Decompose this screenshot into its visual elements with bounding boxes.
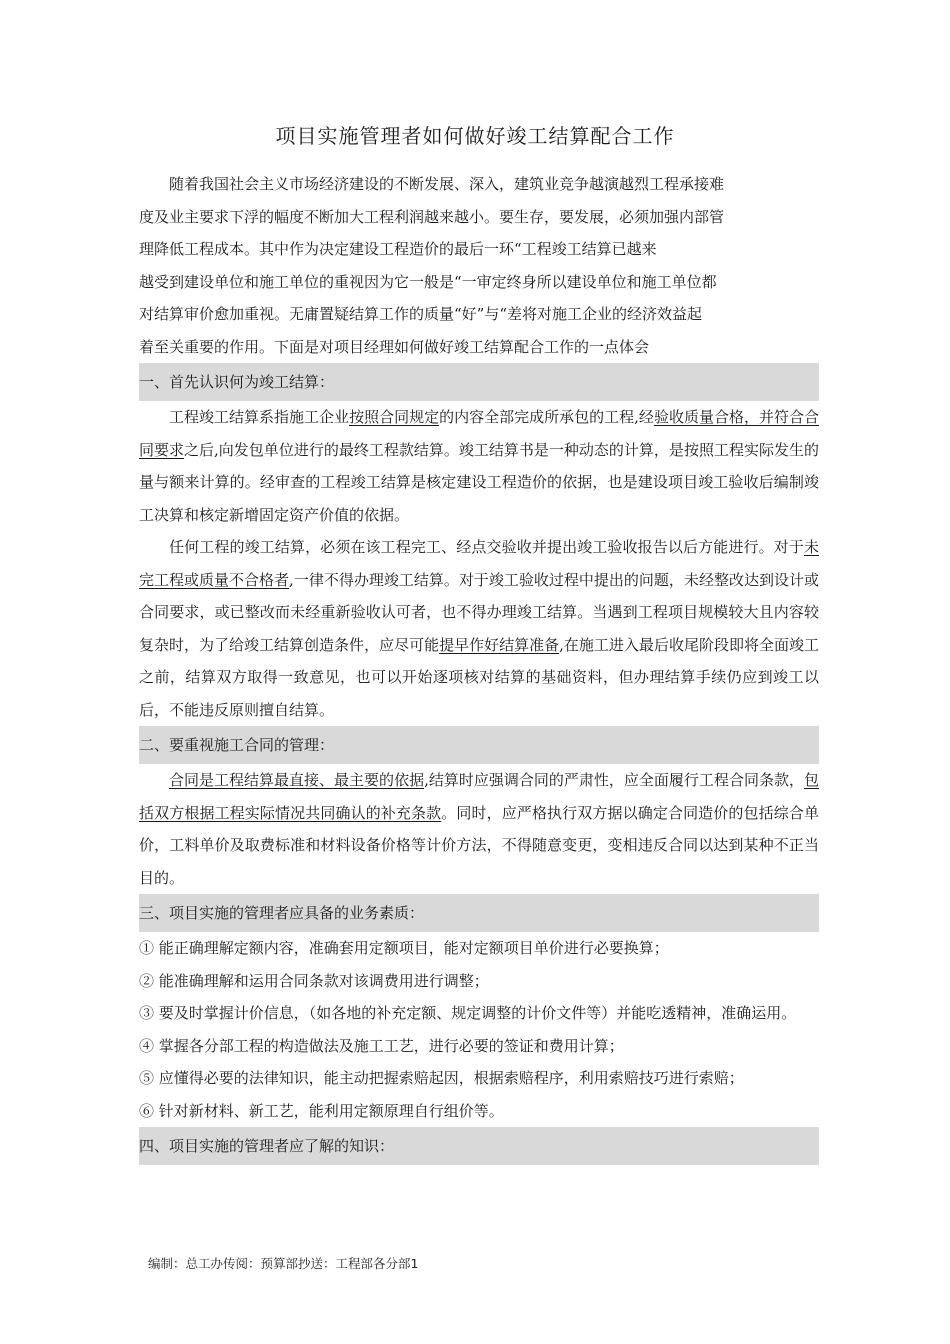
underlined-text: 包括双方根据工程实际情况共同确认的补充条款 <box>139 771 819 822</box>
underlined-text: 按照合同规定 <box>349 408 440 426</box>
list-item: ④ 掌握各分部工程的构造做法及施工工艺，进行必要的签证和费用计算； <box>139 1036 624 1055</box>
text-run: ,结算时应强调合同的严肃性，应全面履行工程合同条款， <box>424 771 804 789</box>
list-item: ⑥ 针对新材料、新工艺，能利用定额原理自行组价等。 <box>139 1101 504 1120</box>
intro-line: 理降低工程成本。其中作为决定建设工程造价的最后一环“工程竣工结算已越来 <box>139 240 657 258</box>
text-run: 。同时，应严格执行双方据以确定合同造价的包括综合单价，工料单价及取费标准和材料设备价格等计价方法，不得随意变更，变相违反合同以达到某种不正当目的。 <box>139 803 819 887</box>
document-footer: 编制：总工办传阅：预算部抄送：工程部各分部1 <box>148 1256 419 1271</box>
intro-line: 着至关重要的作用。下面是对项目经理如何做好竣工结算配合工作的一点体会 <box>139 337 650 356</box>
intro-line: 越受到建设单位和施工单位的重视因为它一般是“一审定终身所以建设单位和施工单位都 <box>139 272 717 291</box>
list-item: ① 能正确理解定额内容，准确套用定额项目，能对定额项目单价进行必要换算； <box>139 939 669 957</box>
text-run: 的内容全部完成所承包的工程,经 <box>439 408 654 426</box>
text-run: 工程竣工结算系指施工企业 <box>169 408 350 426</box>
document-body <box>139 168 819 1165</box>
section-heading-4: 四、项目实施的管理者应了解的知识： <box>139 1127 819 1165</box>
intro-paragraph <box>139 168 819 363</box>
underlined-text: 合同是工程结算最直接、最主要的依据 <box>169 771 425 789</box>
section1-paragraph-1 <box>139 401 819 531</box>
text-run: 之后,向发包单位进行的最终工程款结算。竣工结算书是一种动态的计算，是按照工程实际发生的量与额来计算的。经审查的工程竣工结算是核定建设工程造价的依据，也是建设项目竣工验收后编制竣工决算和核定新增固定资产价值的依据。 <box>139 440 819 524</box>
text-run: 任何工程的竣工结算，必须在该工程完工、经点交验收并提出竣工验收报告以后方能进行。对于 <box>169 538 804 556</box>
section-heading-1: 一、首先认识何为竣工结算： <box>139 363 819 401</box>
list-item: ② 能准确理解和运用合同条款对该调费用进行调整； <box>139 971 489 990</box>
intro-line: 度及业主要求下浮的幅度不断加大工程利润越来越小。要生存，要发展，必须加强内部管 <box>139 207 725 226</box>
text-run: ,一律不得办理竣工结算。对于竣工验收过程中提出的问题，未经整改达到设计或合同要求，或已整改而未经重新验收认可者，也不得办理竣工结算。当遇到工程项目规模较大且内容较复杂时，为了给竣工结算创造条件，应尽可能 <box>139 570 819 654</box>
section1-paragraph-2 <box>139 531 819 726</box>
section-heading-2: 二、要重视施工合同的管理： <box>139 726 819 764</box>
section2-paragraph-1 <box>139 764 819 894</box>
section-heading-3: 三、项目实施的管理者应具备的业务素质： <box>139 894 819 932</box>
list-item: ③ 要及时掌握计价信息，（如各地的补充定额、规定调整的计价文件等）并能吃透精神，准确运用。 <box>139 1004 797 1022</box>
intro-line: 对结算审价愈加重视。无庸置疑结算工作的质量“好”与“差将对施工企业的经济效益起 <box>139 305 703 323</box>
intro-line: 随着我国社会主义市场经济建设的不断发展、深入，建筑业竞争越演越烈工程承接难 <box>169 175 725 193</box>
underlined-text: 验收质量合格，并符合合同要求 <box>139 408 819 459</box>
underlined-text: 提早作好结算准备 <box>439 635 560 654</box>
document-title: 项目实施管理者如何做好竣工结算配合工作 <box>275 124 675 148</box>
list-item: ⑤ 应懂得必要的法律知识，能主动把握索赔起因，根据索赔程序，利用索赔技巧进行索赔； <box>139 1069 744 1087</box>
text-run: ,在施工进入最后收尾阶段即将全面竣工之前，结算双方取得一致意见，也可以开始逐项核对结算的基础资料，但办理结算手续仍应到竣工以后，不能违反原则擅自结算。 <box>139 635 819 719</box>
underlined-text: 未完工程或质量不合格者 <box>139 538 819 589</box>
